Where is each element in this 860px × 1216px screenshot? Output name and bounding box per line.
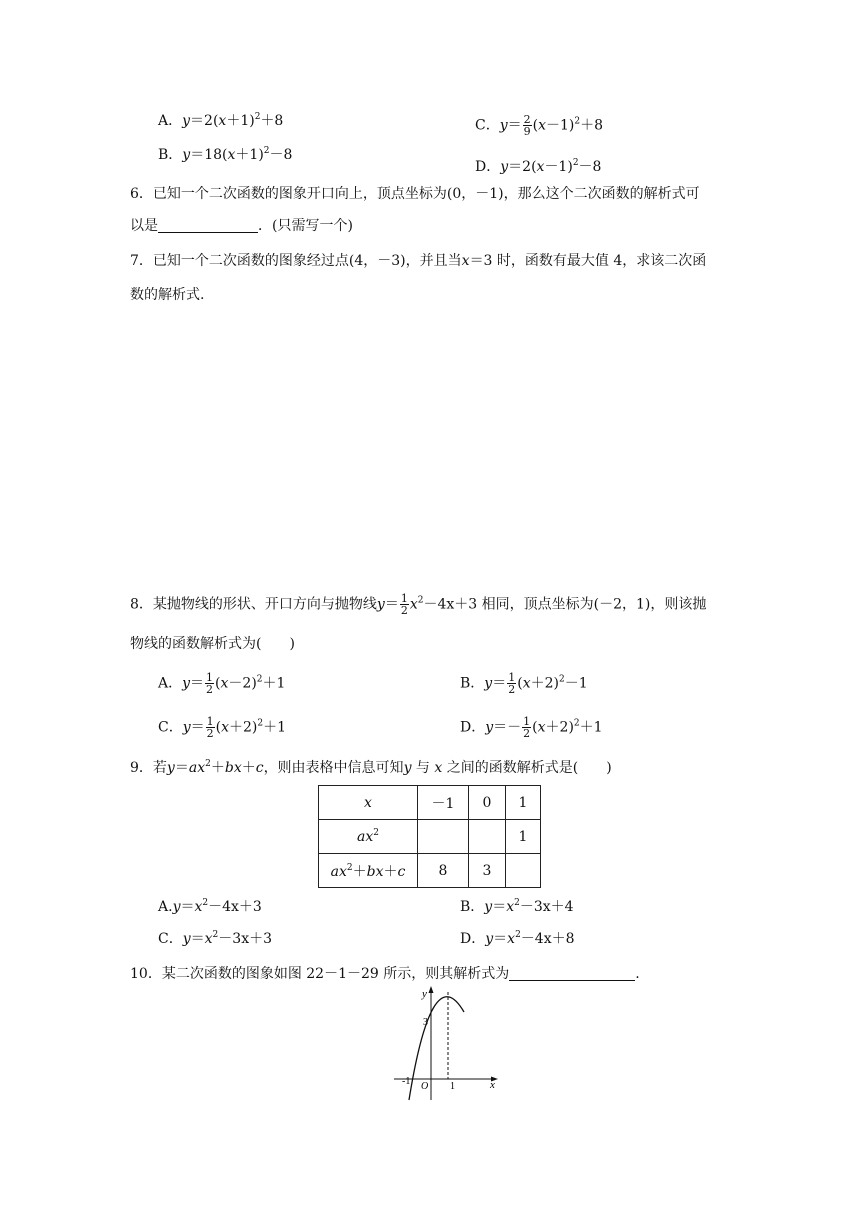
parabola-graph: [390, 982, 510, 1102]
q8-option-c: C．y＝ $\frac{1}{2}$ $(x+2)^2+1$: [158, 715, 287, 740]
tick-label-1: 1: [450, 1081, 455, 1092]
q8-option-d: D．y＝－ $\frac{1}{2}$ $(x+2)^2+1$: [460, 715, 603, 740]
q8-line1: 8．某抛物线的形状、开口方向与抛物线y＝ $\frac{1}{2}$ $x^2-4x+3$ 相同，顶点坐标为(－2，1)，则该抛: [130, 592, 707, 617]
table-cell: [418, 820, 469, 854]
table-row: [319, 854, 541, 888]
table-header-cell: $ax^2+bx+c$: [319, 854, 418, 888]
x-axis-label: x: [490, 1079, 495, 1091]
answer-blank[interactable]: [509, 966, 635, 981]
q5-option-c: C．y＝ $\frac{2}{9}$ $(x-1)^2+8$: [475, 113, 604, 138]
fraction: $\frac{1}{2}$: [400, 592, 408, 617]
table-cell: [506, 854, 541, 888]
q9-option-b: B．$y=x^2-3x+4$: [460, 898, 574, 915]
tick-label-3: 3: [423, 1017, 428, 1028]
q7-line1: 7．已知一个二次函数的图象经过点(4，－3)，并且当x＝3 时，函数有最大值 4，求该二次函: [130, 253, 707, 269]
fraction: $\frac{2}{9}$: [523, 113, 531, 138]
q6-line1: 6．已知一个二次函数的图象开口向上，顶点坐标为(0，－1)，那么这个二次函数的解析式可: [130, 186, 700, 202]
value-table: [318, 785, 541, 888]
table-cell: 3: [469, 854, 506, 888]
q9-option-c: C．$y=x^2-3x+3$: [158, 930, 272, 947]
table-cell: [469, 820, 506, 854]
origin-label: O: [421, 1081, 429, 1092]
answer-blank[interactable]: [158, 218, 258, 233]
table-cell: 1: [506, 820, 541, 854]
table-header-cell: $ax^2$: [319, 820, 418, 854]
table-cell: 1: [506, 786, 541, 820]
q5-option-d: D．$y=2(x-1)^2-8$: [475, 158, 602, 175]
parabola-curve: [409, 997, 464, 1100]
q10-line: 10．某二次函数的图象如图 22－1－29 所示，则其解析式为 .: [130, 966, 640, 982]
table-row: [319, 820, 541, 854]
fraction: $\frac{1}{2}$: [508, 671, 516, 696]
table-cell: 8: [418, 854, 469, 888]
table-cell: 0: [469, 786, 506, 820]
q5-option-a: A．$y=2(x+1)^2+8$: [158, 112, 284, 129]
q8-line2: 物线的函数解析式为( ): [130, 636, 295, 652]
table-row: [319, 786, 541, 820]
fraction: $\frac{1}{2}$: [523, 715, 531, 740]
q9-option-a: $A.y=x^2-4x+3$: [158, 898, 262, 915]
y-axis-label: y: [422, 988, 427, 1000]
table-header-cell: x: [319, 786, 418, 820]
q6-line2: 以是 ．(只需写一个): [130, 218, 353, 234]
q8-option-b: B．y＝ $\frac{1}{2}$ $(x+2)^2-1$: [460, 671, 588, 696]
table-cell: －1: [418, 786, 469, 820]
q5-option-b: B．$y=18(x+1)^2-8$: [158, 146, 293, 163]
q8-option-a: A．y＝ $\frac{1}{2}$ $(x-2)^2+1$: [158, 671, 286, 696]
q9-stem: 9．若$y=ax^2+bx+c$，则由表格中信息可知y 与 x 之间的函数解析式是( ): [130, 759, 612, 776]
tick-label-neg1: -1: [402, 1076, 411, 1087]
y-axis-arrow-icon: [429, 986, 434, 993]
q7-line2: 数的解析式.: [130, 287, 205, 303]
fraction: $\frac{1}{2}$: [206, 715, 214, 740]
q9-option-d: D．$y=x^2-4x+8$: [460, 930, 575, 947]
fraction: $\frac{1}{2}$: [206, 671, 214, 696]
